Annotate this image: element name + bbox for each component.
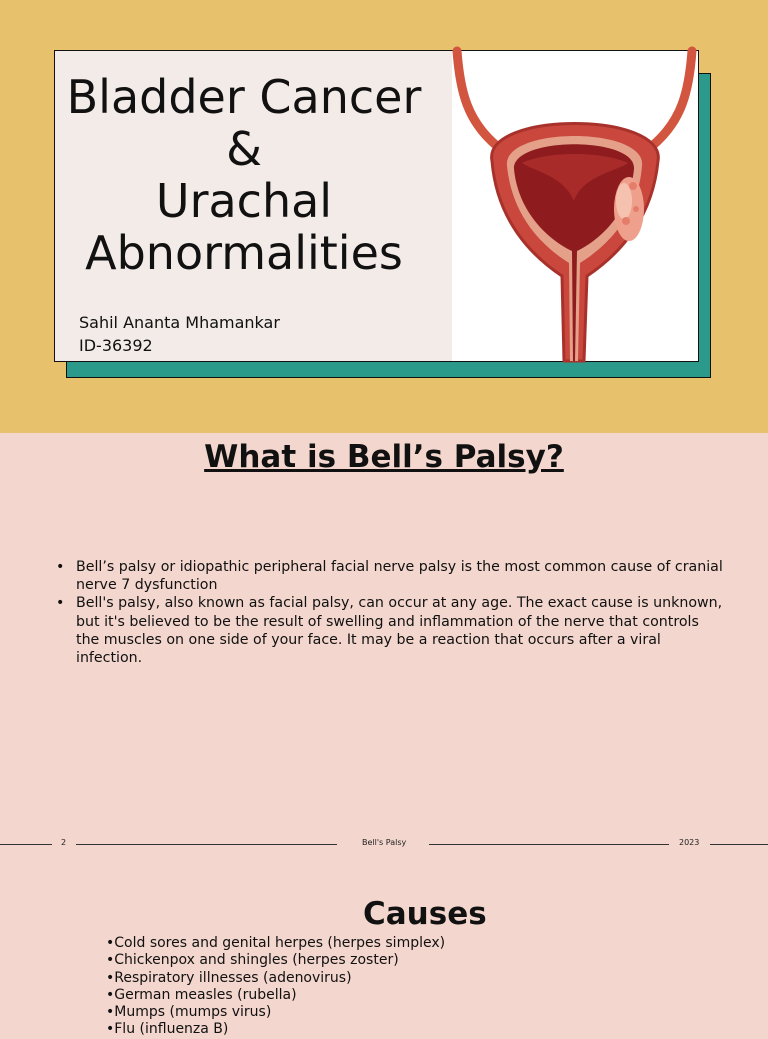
footer-year: 2023 xyxy=(679,838,700,847)
slide-footer xyxy=(0,836,768,852)
footer-divider xyxy=(429,844,669,845)
bullet-list xyxy=(56,558,726,667)
bladder-icon xyxy=(452,51,698,361)
footer-divider xyxy=(710,844,768,845)
title-card xyxy=(54,50,699,362)
author-id: ID-36392 xyxy=(79,336,153,355)
bullet-item-2: • Bell's palsy, also known as facial palsy, can occur at any age. The exact cause is unknown, but it's believed to be the result of swelling and inflammation of the nerve that controls the muscles on one side of your face. It may be a reaction that occurs after a viral infection. xyxy=(56,594,726,667)
causes-list xyxy=(106,935,445,1039)
slide-heading: What is Bell’s Palsy? xyxy=(204,439,564,475)
cause-item: •Mumps (mumps virus) xyxy=(106,1004,272,1021)
slide-heading: Causes xyxy=(363,896,487,932)
title-slide xyxy=(0,0,768,433)
cause-item: •Respiratory illnesses (adenovirus) xyxy=(106,969,352,986)
causes-slide xyxy=(0,858,768,1038)
page-number: 2 xyxy=(61,838,67,847)
footer-divider xyxy=(0,844,52,845)
slide-title xyxy=(55,71,433,279)
title-line-2: & xyxy=(226,122,262,176)
cause-item: •Flu (influenza B) xyxy=(106,1021,229,1038)
author-block xyxy=(79,311,280,357)
cause-item: •German measles (rubella) xyxy=(106,986,297,1003)
title-line-3: Urachal xyxy=(155,174,333,228)
footer-title: Bell's Palsy xyxy=(362,838,407,847)
bladder-illustration xyxy=(452,51,698,361)
title-line-1: Bladder Cancer xyxy=(66,70,422,124)
bullet-item-1: • Bell’s palsy or idiopathic peripheral facial nerve palsy is the most common cause of cranial nerve 7 dysfunction xyxy=(56,558,726,594)
footer-divider xyxy=(76,844,337,845)
bells-palsy-slide xyxy=(0,433,768,858)
title-line-4: Abnormalities xyxy=(85,226,403,280)
cause-item: •Chickenpox and shingles (herpes zoster) xyxy=(106,952,399,969)
author-name: Sahil Ananta Mhamankar xyxy=(79,313,280,332)
cause-item: •Cold sores and genital herpes (herpes simplex) xyxy=(106,935,446,951)
